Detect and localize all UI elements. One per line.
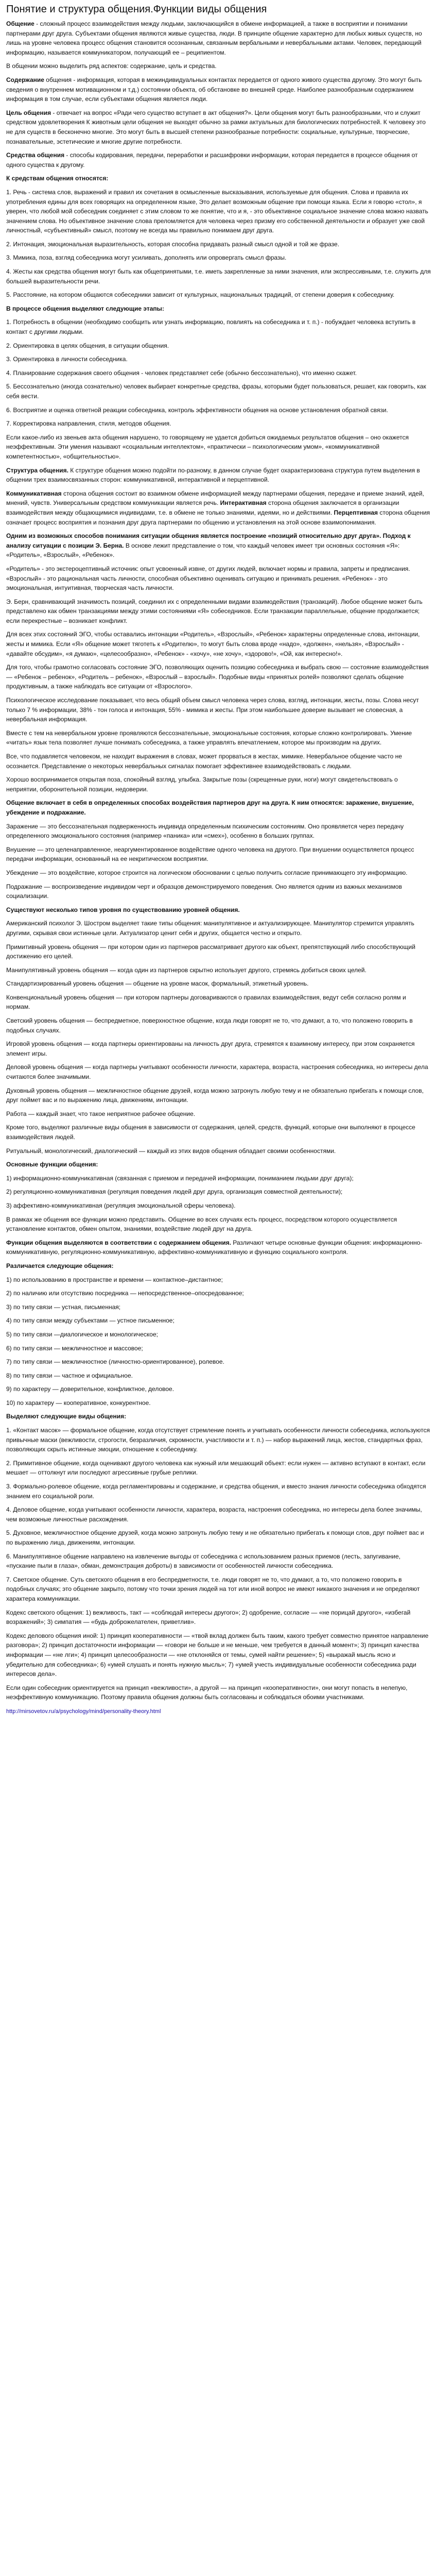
paragraph bbox=[6, 1398, 431, 1408]
paragraph bbox=[6, 1505, 431, 1524]
text-run: Все, что подавляется человеком, не находит выражения в словах, может прорваться в жестах, мимике. Невербальное общение часто не осознается. Представление о некоторых невербальных сигналах помогает эффективнее взаимодействовать с людьми. bbox=[6, 753, 402, 770]
text-run: 5. Бессознательно (иногда сознательно) человек выбирает конкретные средства, фразы, которыми будет пользоваться, решает, как говорить, как себя вести. bbox=[6, 383, 426, 400]
paragraph bbox=[6, 174, 431, 183]
paragraph bbox=[6, 1316, 431, 1326]
paragraph bbox=[6, 1062, 431, 1081]
text-run: Работа — каждый знает, что такое неприятное рабочее общение. bbox=[6, 1110, 196, 1117]
paragraph bbox=[6, 1016, 431, 1035]
paragraph bbox=[6, 61, 431, 71]
bold-text: Средства общения bbox=[6, 151, 65, 159]
paragraph bbox=[6, 919, 431, 938]
text-run: 6. Восприятие и оценка ответной реакции собеседника, контроль эффективности общения на основе установления обратной связи. bbox=[6, 406, 388, 414]
paragraph bbox=[6, 75, 431, 104]
paragraph bbox=[6, 489, 431, 527]
text-run: 6. Манипулятивное общение направлено на извлечение выгоды от собеседника с использованием разных приемов (лесть, запугивание, «пускание пыли в глаза», обман, демонстрация доброты) в зависимости от особенностей личности собеседника. bbox=[6, 1552, 400, 1570]
paragraph bbox=[6, 979, 431, 989]
page-title: Понятие и структура общения.Функции виды общения bbox=[6, 4, 267, 15]
bold-text: Основные функции общения: bbox=[6, 1161, 98, 1168]
text-run: К структуре общения можно подойти по-разному, в данном случае будет охарактеризована структура путем выделения в общении трех взаимосвязанных сторон: коммуникативной, интерактивной и перцептивной. bbox=[6, 466, 420, 484]
list-item bbox=[6, 341, 431, 351]
text-run: 2. Примитивное общение, когда оценивают другого человека как нужный или мешающий объект: если нужен — активно вступают в контакт, если мешает — оттолкнут или последуют агрессивные грубые реплики. bbox=[6, 1459, 426, 1477]
paragraph bbox=[6, 531, 431, 560]
text-run: Примитивный уровень общения — при котором один из партнеров рассматривает другого как объект, препятствующий либо способствующий достижению его целей. bbox=[6, 943, 415, 960]
text-run: Подражание — воспроизведение индивидом черт и образцов демонстрируемого поведения. Оно является одним из важных механизмов социализации. bbox=[6, 883, 402, 900]
paragraph bbox=[6, 630, 431, 658]
paragraph bbox=[6, 1371, 431, 1381]
paragraph bbox=[6, 1552, 431, 1571]
paragraph bbox=[6, 1608, 431, 1627]
paragraph bbox=[6, 304, 431, 314]
text-run: В рамках же общения все функции можно представить. Общение во всех случаях есть процесс, посредством которого осуществляется установление контактов, обмен опытом, знаниями, воздействие людей друг на друга. bbox=[6, 1215, 397, 1233]
text-run: Э. Берн, сравнивающий значимость позиций, соединил их с определенными видами взаимодействия (транзакций). Любое общение может быть представлено как обмен транзакциями между этими состояниями «Я» собеседников. Если транзакции параллельные, общение продолжается; если перекрестные – возникает конфликт. bbox=[6, 598, 423, 624]
bold-text: Существуют несколько типов уровня по существованию уровней общения. bbox=[6, 906, 240, 913]
paragraph bbox=[6, 150, 431, 170]
text-run: Для всех этих состояний ЭГО, чтобы оставались интонации «Родитель», «Взрослый», «Ребенок» характерны определенные слова, интонации, жесты и мимика. Если «Я» общение может тяготеть к «Родителю», то могут быть слова вроде «надо», «должен», «нельзя», «Взрослый» - «давайте обсудим», «я думаю», «целесообразно», «Ребенок» - «хочу», «не хочу», «здорово!», «Ой, как интересно!». bbox=[6, 631, 420, 657]
text-run: 3) по типу связи — устная, письменная; bbox=[6, 1303, 121, 1311]
source-link[interactable]: http://mirsovetov.ru/a/psychology/mind/personality-theory.html bbox=[6, 1708, 161, 1715]
paragraph bbox=[6, 1412, 431, 1421]
paragraph bbox=[6, 1482, 431, 1501]
bold-text: Перцептивная bbox=[334, 509, 378, 516]
paragraph bbox=[6, 1201, 431, 1211]
text-run: 1. Речь - система слов, выражений и правил их сочетания в осмысленные высказывания, используемые для общения. Слова и правила их употребления едины для всех говорящих на определенном языке, Это делает возможным общение при помощи языка. Если я говорю «стол», я уверен, что любой мой собеседник соединяет с этим словом то же понятие, что и я, - это объективное социальное значение слова можно назвать значением слова. Но объективное значение слова преломляется для человека через призму его собственной деятельности и образует уже свой личностный, «субъективный» смысл, поэтому не всегда мы правильно понимаем друг друга. bbox=[6, 188, 428, 234]
paragraph bbox=[6, 1238, 431, 1257]
paragraph bbox=[6, 240, 431, 249]
text-run: 3) аффективно-коммуникативная (регуляция эмоциональной сферы человека). bbox=[6, 1201, 236, 1209]
text-run: 3. Формально-ролевое общение, когда регламентированы и содержание, и средства общения, и вместо знания личности собеседника обходятся знанием его социальной роли. bbox=[6, 1483, 426, 1500]
text-run: сторона общения заключается в организации взаимодействия между общающимися индивидами, т.е. в обмене не только знаниями, идеями, но и действиями. bbox=[6, 499, 399, 516]
paragraph bbox=[6, 1215, 431, 1234]
paragraph bbox=[6, 663, 431, 691]
text-run: Игровой уровень общения — когда партнеры ориентированы на личность друг друга, стремятся к взаимному интересу, при этом сохраняется элемент игры. bbox=[6, 1040, 415, 1057]
paragraph bbox=[6, 564, 431, 593]
bold-text: Одним из возможных способов понимания ситуации общения является построение «позиций относительно друг друга». Подход к анализу ситуации с позиции Э. Берна. bbox=[6, 532, 411, 549]
text-run: 2) по наличию или отсутствию посредника — непосредственное–опосредованное; bbox=[6, 1290, 244, 1297]
text-run: Хорошо воспринимается открытая поза, спокойный взгляд, улыбка. Закрытые позы (скрещенные руки, ноги) могут свидетельствовать о неприятии, оборонительной позиции, недоверии. bbox=[6, 776, 398, 793]
text-run: 5. Расстояние, на котором общаются собеседники зависит от культурных, национальных традиций, от степени доверия к собеседнику. bbox=[6, 291, 395, 299]
list-item bbox=[6, 419, 431, 429]
paragraph bbox=[6, 1330, 431, 1340]
list-item bbox=[6, 368, 431, 378]
paragraph bbox=[6, 942, 431, 961]
text-run: Для того, чтобы грамотно согласовать состояние ЭГО, позволяющих оценить позицию собеседника и выбрать свою — состояние взаимодействия — «Ребенок – ребенок», «Родитель – ребенок», «Взрослый – взрослый». Подобные виды «принятых ролей» позволяют сделать общение продуктивным, а также наблюдать все ситуации от «Взрослого». bbox=[6, 664, 429, 690]
text-run: общения - информация, которая в межиндивидуальных контактах передается от одного живого существа другому. Это могут быть сведения о внутреннем мотивационном и т.д.) состоянии объекта, об обстановке во внешней среде. Наиболее разнообразным содержанием информация в том случае, если субъектами общения является люди. bbox=[6, 76, 422, 103]
source-footer bbox=[6, 1707, 431, 1716]
paragraph bbox=[6, 868, 431, 878]
bold-text: В процессе общения выделяют следующие этапы: bbox=[6, 304, 164, 312]
text-run: Вместе с тем на невербальном уровне проявляются бессознательные, эмоциональные состояния, которые сложно контролировать. Умение «читать» язык тела позволяет лучше понимать собеседника, а также управлять впечатлением, которое мы производим на других. bbox=[6, 729, 412, 747]
text-run: 7. Светское общение. Суть светского общения в его беспредметности, т.е. люди говорят не то, что думают, а то, что положено говорить в подобных случаях; это общение закрыто, потому что точки зрения людей на тот или иной вопрос не имеют никакого значения и не определяют характера коммуникации. bbox=[6, 1575, 420, 1602]
text-run: Стандартизированный уровень общения — общение на уровне масок, формальный, этикетный уровень. bbox=[6, 980, 309, 988]
paragraph bbox=[6, 1357, 431, 1367]
article-body bbox=[6, 19, 431, 1702]
bold-text: Коммуникативная bbox=[6, 489, 62, 497]
bold-text: Цель общения bbox=[6, 109, 51, 116]
text-run: В общении можно выделить ряд аспектов: содержание, цель и средства. bbox=[6, 62, 217, 70]
paragraph bbox=[6, 188, 431, 235]
text-run: 1. «Контакт масок» — формальное общение, когда отсутствует стремление понять и учитывать особенности личности собеседника, используются привычные маски (вежливости, строгости, безразличия, скромности, участливости и т. п.) — набор выражений лица, жестов, стандартных фраз, позволяющих скрыть истинные эмоции, отношение к собеседнику. bbox=[6, 1427, 430, 1453]
bold-text: Различается следующие общения: bbox=[6, 1262, 114, 1269]
text-run: Американский психолог Э. Шостром выделяет такие типы общения: манипулятивное и актуализирующее. Манипулятор стремится управлять другими, скрывая свои истинные цели. Актуализатор ценит себя и других, общается честно и открыто. bbox=[6, 920, 414, 937]
paragraph bbox=[6, 1261, 431, 1271]
text-run: 9) по характеру — доверительное, конфликтное, деловое. bbox=[6, 1385, 175, 1393]
paragraph bbox=[6, 433, 431, 462]
paragraph bbox=[6, 1683, 431, 1702]
paragraph bbox=[6, 845, 431, 864]
paragraph bbox=[6, 597, 431, 626]
list-item bbox=[6, 317, 431, 336]
paragraph bbox=[6, 905, 431, 915]
text-run: 7) по типу связи — межличностное (личностно-ориентированное), ролевое. bbox=[6, 1358, 224, 1366]
text-run: Внушение — это целенаправленное, неаргументированное воздействие одного человека на другого. При внушении осуществляется процесс передачи информации, основанный на ее некритическом восприятии. bbox=[6, 845, 414, 863]
paragraph bbox=[6, 290, 431, 300]
text-run: 6) по типу связи — межличностное и массовое; bbox=[6, 1344, 143, 1352]
bold-text: Функции общения выделяются в соответствии с содержанием общения. bbox=[6, 1239, 231, 1246]
text-run: Заражение — это бессознательная подверженность индивида определенным психическим состояниям. Оно проявляется через передачу определенного эмоционального состояния (например «паника» или «смех»), особенно в больших группах. bbox=[6, 822, 404, 840]
paragraph bbox=[6, 1109, 431, 1119]
text-run: Психологическое исследование показывает, что весь общий объем смысл человека через слова, взгляд, интонации, жесты, позы. Слова несут только 7 % информации, 38% - тон голоса и интонация, 55% - мимика и жесты. При этом наибольшее доверие вызывает не словесная, а невербальная информация. bbox=[6, 697, 419, 723]
text-run: Кодекс делового общения иной: 1) принцип кооперативности — «твой вклад должен быть таким, какого требует совместно принятое направление разговора»; 2) принцип достаточности информации — «говори не больше и не меньше, чем требуется в данный момент»; 3) принцип качества информации — «не лги»; 4) принцип целесообразности — «не отклоняйся от темы, сумей найти решение»; 5) «выражай мысль ясно и убедительно для собеседника»; 6) «умей слушать и понять нужную мысль»; 7) «умей учесть индивидуальные особенности собеседника ради интересов дела». bbox=[6, 1632, 429, 1678]
text-run: Ритуальный, монологический, диалогический — каждый из этих видов общения обладает своими особенностями. bbox=[6, 1147, 336, 1155]
paragraph bbox=[6, 775, 431, 794]
text-run: Светский уровень общения — беспредметное, поверхностное общение, когда люди говорят не то, что думают, а то, что положено говорить в подобных случаях. bbox=[6, 1017, 413, 1034]
text-run: 2. Интонация, эмоциональная выразительность, которая способна придавать разный смысл одной и той же фразе. bbox=[6, 240, 340, 248]
text-run: 1) информационно-коммуникативная (связанная с приемом и передачей информации, пониманием людьми друг друга); bbox=[6, 1174, 354, 1182]
text-run: Убеждение — это воздействие, которое строится на логическом обосновании с целью получить согласие принимающего эту информацию. bbox=[6, 869, 408, 876]
paragraph bbox=[6, 1459, 431, 1478]
text-run: Кодекс светского общения: 1) вежливость, такт — «соблюдай интересы другого»; 2) одобрение, согласие — «не порицай другого», «избегай возражений»; 3) симпатия — «будь доброжелателен, приветлив». bbox=[6, 1608, 411, 1626]
paragraph bbox=[6, 1086, 431, 1105]
text-run: 7. Корректировка направления, стиля, методов общения. bbox=[6, 420, 171, 428]
text-run: 4. Деловое общение, когда учитывают особенности личности, характера, возраста, настроения собеседника, но интересы дела более значимы, чем возможные личностные расхождения. bbox=[6, 1506, 422, 1523]
paragraph bbox=[6, 1039, 431, 1058]
paragraph bbox=[6, 19, 431, 57]
bold-text: Содержание bbox=[6, 76, 44, 83]
text-run: «Родитель» - это экстероцептивный источник: опыт усвоенный извне, от других людей, включает нормы и правила, запреты и предписания. «Взрослый» - это рациональная часть личности, способная объективно оценивать ситуацию и принимать решения. «Ребенок» - это эмоциональная, интуитивная, творческая часть личности. bbox=[6, 565, 410, 592]
bold-text: Интерактивная bbox=[220, 499, 267, 507]
paragraph bbox=[6, 1575, 431, 1604]
text-run: сторона общения означает процесс восприятия и познания друг друга партнерами по общению и установления на этой основе взаимопонимания. bbox=[6, 509, 430, 526]
paragraph bbox=[6, 267, 431, 286]
text-run: - сложный процесс взаимодействия между людьми, заключающийся в обмене информацией, а также в восприятии и понимании партнерами друг друга. Субъектами общения являются живые существа, люди. В принципе общение характерно для любых живых существ, но лишь на уровне человека процесс общения становится осознанным, связанным вербальными и невербальными актами. Человек, передающий информацию, называется коммуникатором, получающий ее – реципиентом. bbox=[6, 20, 422, 56]
paragraph bbox=[6, 1275, 431, 1285]
paragraph bbox=[6, 108, 431, 146]
text-run: - способы кодирования, передачи, переработки и расшифровки информации, которая передается в процессе общения от одного существа к другому. bbox=[6, 151, 418, 168]
paragraph bbox=[6, 965, 431, 975]
text-run: 3. Мимика, поза, взгляд собеседника могут усиливать, дополнять или опровергать смысл фразы. bbox=[6, 254, 287, 262]
bold-text: Выделяют следующие виды общения: bbox=[6, 1413, 127, 1420]
text-run: 1. Потребность в общении (необходимо сообщить или узнать информацию, повлиять на собеседника и т. п.) - побуждает человека вступить в контакт с другими людьми. bbox=[6, 318, 416, 336]
text-run: 10) по характеру — кооперативное, конкурентное. bbox=[6, 1399, 151, 1406]
paragraph bbox=[6, 752, 431, 771]
paragraph bbox=[6, 1384, 431, 1394]
text-run: Если какое-либо из звеньев акта общения нарушено, то говорящему не удается добиться ожидаемых результатов общения – оно окажется неэффективным. Эти умения называют «социальным интеллектом», «практически – психологическим умом», «коммуникативной компетентностью», «общительностью». bbox=[6, 433, 409, 460]
paragraph bbox=[6, 993, 431, 1012]
text-run: 4. Планирование содержания своего общения - человек представляет себе (обычно бессознательно), что именно скажет. bbox=[6, 369, 357, 377]
paragraph bbox=[6, 1344, 431, 1353]
paragraph bbox=[6, 1302, 431, 1312]
paragraph bbox=[6, 1289, 431, 1298]
bold-text: Общение включает в себя в определенных способах воздействия партнеров друг на друга. К ним относятся: заражение, внушение, убеждение и подражание. bbox=[6, 799, 414, 816]
text-run: 3. Ориентировка в личности собеседника. bbox=[6, 355, 128, 363]
text-run: 8) по типу связи — частное и официальное. bbox=[6, 1371, 133, 1379]
text-run: Конвенциональный уровень общения — при котором партнеры договариваются о правилах взаимодействия, ведут себя согласно ролям и нормам. bbox=[6, 993, 406, 1011]
text-run: 1) по использованию в пространстве и времени — контактное–дистантное; bbox=[6, 1276, 223, 1283]
paragraph bbox=[6, 1146, 431, 1156]
text-run: 2) регуляционно-коммуникативная (регуляция поведения людей друг друга, организация совместной деятельности); bbox=[6, 1188, 343, 1196]
text-run: Манипулятивный уровень общения — когда один из партнеров скрытно использует другого, стремясь добиться своих целей. bbox=[6, 966, 367, 974]
text-run: Деловой уровень общения — когда партнеры учитывают особенности личности, характера, возраста, настроения собеседника, но интересы дела считаются более значимыми. bbox=[6, 1063, 428, 1081]
paragraph bbox=[6, 466, 431, 485]
text-run: 5) по типу связи —диалогическое и монологическое; bbox=[6, 1330, 158, 1338]
text-run: 5. Духовное, межличностное общение друзей, когда можно затронуть любую тему и не обязательно прибегать к помощи слов, друг поймет вас и по выражению лица, движениям, интонации. bbox=[6, 1529, 424, 1546]
text-run: Кроме того, выделяют различные виды общения в зависимости от содержания, целей, средств, функций, которые они выполняют в процессе взаимодействия людей. bbox=[6, 1124, 415, 1141]
bold-text: Общение bbox=[6, 20, 34, 27]
text-run: - отвечает на вопрос «Ради чего существо вступает в акт общения?». Цели общения могут быть разнообразными, что и служит средством удовлетворения К животным цели общения не выходят обычно за рамки актуальных для биологических потребностей. К человеку это не для существ в бесконечно многие. Это могут быть в высшей степени разнообразные потребности: социальные, культурные, творческие, познавательные, эстетические и многие другие потребности. bbox=[6, 109, 426, 145]
paragraph bbox=[6, 1528, 431, 1547]
paragraph bbox=[6, 822, 431, 841]
text-run: 4. Жесты как средства общения могут быть как общепринятыми, т.е. иметь закрепленные за ними значения, или экспрессивными, т.е. служить для большей выразительности речи. bbox=[6, 268, 431, 285]
text-run: Духовный уровень общения — межличностное общение друзей, когда можно затронуть любую тему и не обязательно прибегать к помощи слов, друг поймет вас и по выражению лица, движениям, интонации. bbox=[6, 1087, 424, 1104]
text-run: В основе лежит представление о том, что каждый человек имеет три основных состояния «Я»: «Родитель», «Взрослый», «Ребенок». bbox=[6, 541, 400, 559]
bold-text: Структура общения. bbox=[6, 466, 68, 474]
bold-text: К средствам общения относятся: bbox=[6, 175, 109, 182]
text-run: 2. Ориентировка в целях общения, в ситуации общения. bbox=[6, 342, 169, 349]
paragraph bbox=[6, 1187, 431, 1197]
paragraph bbox=[6, 798, 431, 817]
paragraph bbox=[6, 696, 431, 724]
paragraph bbox=[6, 1123, 431, 1142]
paragraph bbox=[6, 1174, 431, 1183]
paragraph bbox=[6, 1426, 431, 1454]
list-item bbox=[6, 405, 431, 415]
paragraph bbox=[6, 253, 431, 263]
paragraph bbox=[6, 728, 431, 748]
text-run: Различают четыре основные функции общения: информационно-коммуникативную, регуляционно-коммуникативную, аффективно-коммуникативную и функцию социального контроля. bbox=[6, 1239, 423, 1256]
paragraph bbox=[6, 1631, 431, 1679]
list-item bbox=[6, 382, 431, 401]
text-run: Если один собеседник ориентируется на принцип «вежливости», а другой — на принцип «кооперативности», они могут попасть в нелепую, неэффективную коммуникацию. Поэтому правила общения должны быть согласованы и соблюдаться обоими участниками. bbox=[6, 1684, 408, 1701]
text-run: сторона общения состоит во взаимном обмене информацией между партнерами общения, передаче и приеме знаний, идей, мнений, чувств. Универсальным средством коммуникации является речь. bbox=[6, 489, 424, 507]
list-item bbox=[6, 354, 431, 364]
paragraph bbox=[6, 882, 431, 901]
paragraph bbox=[6, 1160, 431, 1170]
text-run: 4) по типу связи между субъектами — устное письменное; bbox=[6, 1317, 175, 1325]
